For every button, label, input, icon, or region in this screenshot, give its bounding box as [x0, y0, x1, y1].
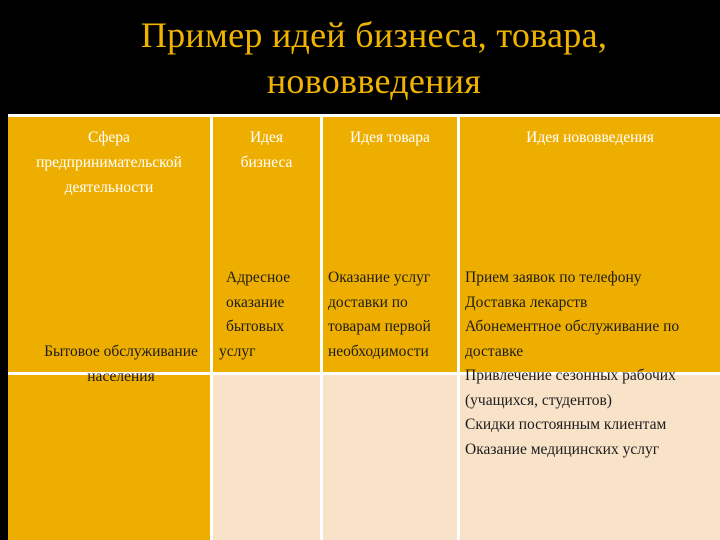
innovation-idea-line: Прием заявок по телефону [465, 269, 642, 286]
business-idea-line: Адресное [226, 269, 291, 286]
business-idea-line: оказание [226, 293, 285, 311]
product-idea-line: Оказание услуг [328, 269, 431, 286]
product-idea-text [328, 266, 462, 364]
business-ideas-table [8, 114, 720, 540]
innovation-idea-line: Привлечение сезонных рабочих [465, 367, 676, 384]
sphere-line: населения [87, 367, 155, 385]
header-business-line: Идея [249, 129, 284, 146]
innovation-idea-line: Скидки постоянным клиентам [465, 416, 667, 433]
slide-title-line-1: Пример идей бизнеса, товара, [140, 15, 608, 55]
innovation-idea-line: доставке [465, 342, 524, 360]
cell-product-idea [323, 375, 457, 540]
header-sphere-line: Сфера [88, 129, 130, 146]
innovation-idea-line: (учащихся, студентов) [465, 391, 612, 409]
product-idea-line: необходимости [328, 342, 429, 360]
header-cell-sphere [8, 117, 210, 372]
innovation-idea-line: Оказание медицинских услуг [465, 440, 660, 458]
slide-title [0, 12, 720, 104]
sphere-line: Бытовое обслуживание [44, 343, 198, 360]
innovation-idea-text [465, 266, 720, 462]
innovation-idea-line: Доставка лекарств [465, 293, 588, 311]
sphere-text [16, 340, 226, 389]
product-idea-line: доставки по [328, 293, 408, 311]
header-sphere-line: деятельности [64, 179, 154, 196]
cell-business-idea [213, 375, 320, 540]
product-idea-line: товарам первой [328, 318, 431, 335]
header-product-line: Идея товара [350, 129, 430, 146]
cell-sphere [8, 375, 210, 540]
innovation-idea-line: Абонементное обслуживание по [465, 318, 680, 335]
header-sphere-line: предпринимательской [36, 154, 182, 171]
business-idea-line: бытовых [226, 318, 285, 335]
header-business-line: бизнеса [240, 154, 293, 171]
business-idea-line: услуг [219, 342, 256, 360]
header-innovation-line: Идея нововведения [526, 129, 654, 146]
slide-title-line-2: нововведения [266, 61, 482, 101]
business-idea-text [216, 266, 326, 364]
